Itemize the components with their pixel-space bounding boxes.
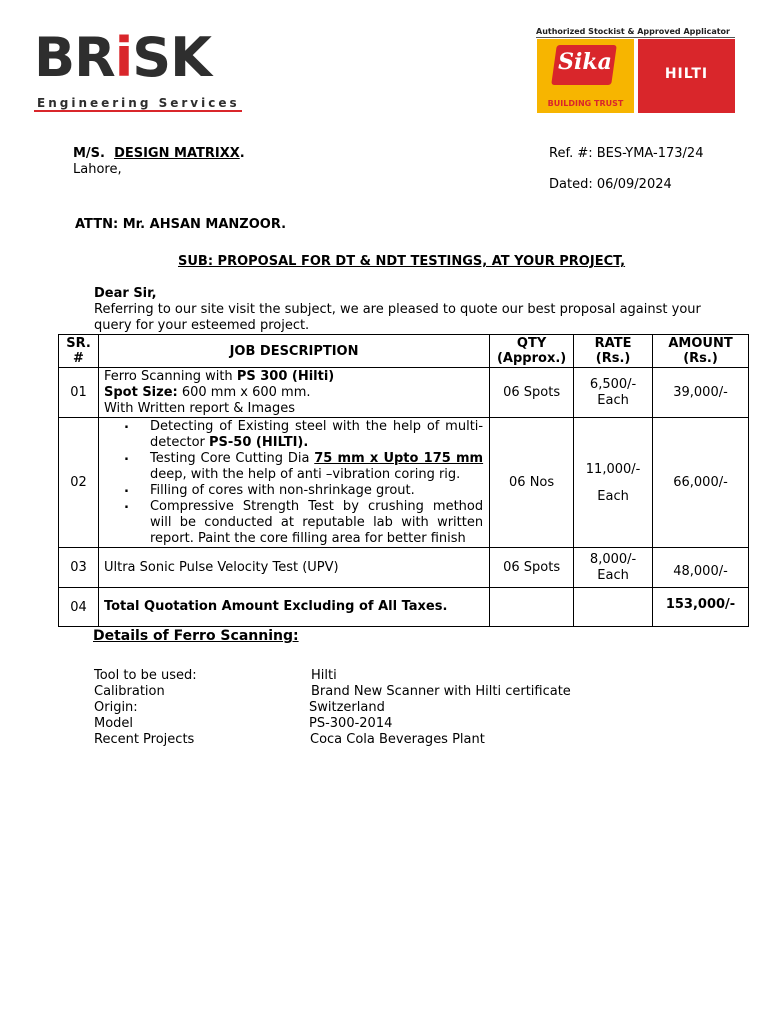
table-row: [59, 368, 749, 418]
row-rate: 6,500/- Each: [574, 368, 653, 418]
hilti-logo-text: HILTI: [664, 66, 709, 82]
header-job-description: JOB DESCRIPTION: [98, 335, 489, 368]
total-amount: 153,000/-: [653, 588, 749, 627]
brisk-logo-text-sk: SK: [132, 26, 212, 89]
desc-text: With Written report & Images: [103, 400, 296, 416]
header-rate: RATE (Rs.): [574, 335, 653, 368]
table-header-row: [59, 335, 749, 368]
row-description: [98, 368, 489, 418]
row-qty-empty: [490, 588, 574, 627]
brisk-logo-subtitle: Engineering Services: [37, 96, 240, 110]
desc-bold: Spot Size:: [103, 384, 178, 400]
subject-line: SUB: PROPOSAL FOR DT & NDT TESTINGS, AT YOUR PROJECT,: [178, 254, 626, 269]
detail-label: Tool to be used:: [94, 668, 197, 683]
addressee: [73, 146, 245, 162]
header-qty: QTY (Approx.): [490, 335, 574, 368]
desc-bold: PS 300 (Hilti): [236, 368, 335, 384]
brisk-logo: [34, 28, 211, 88]
header-sr: SR. #: [59, 335, 99, 368]
stockist-divider: [536, 37, 735, 38]
desc-text: Testing Core Cutting Dia: [149, 450, 315, 466]
row-qty: 06 Nos: [490, 418, 574, 548]
bullet-item: [150, 451, 483, 483]
reference-number: Ref. #: BES-YMA-173/24: [549, 146, 704, 161]
row-rate: 8,000/- Each: [574, 548, 653, 588]
desc-bold: 75 mm x Upto 175 mm: [314, 450, 484, 466]
bullet-item: [150, 419, 483, 451]
row-description: Ultra Sonic Pulse Velocity Test (UPV): [98, 548, 489, 588]
intro-paragraph: Referring to our site visit the subject, we are pleased to quote our best proposal against your query for your esteemed project.: [94, 302, 701, 333]
desc-text: 600 mm x 600 mm.: [177, 384, 311, 400]
detail-label: Recent Projects: [94, 732, 195, 747]
bullet-item: . Filling of cores with non-shrinkage grout.: [150, 483, 483, 499]
brisk-logo-underline: [34, 110, 242, 112]
detail-value: Coca Cola Beverages Plant: [310, 732, 485, 747]
detail-value: Brand New Scanner with Hilti certificate: [311, 684, 571, 699]
letter-date: Dated: 06/09/2024: [549, 177, 672, 192]
row-sr: 04: [59, 588, 99, 627]
row-qty: 06 Spots: [490, 548, 574, 588]
row-qty: 06 Spots: [490, 368, 574, 418]
row-amount: 48,000/-: [653, 548, 749, 588]
row-description: [98, 418, 489, 548]
detail-value: Switzerland: [309, 700, 385, 715]
table-row: [59, 548, 749, 588]
table-row: [59, 418, 749, 548]
detail-value: PS-300-2014: [309, 716, 393, 731]
sika-tagline: BUILDING TRUST: [547, 99, 624, 108]
row-rate: [574, 418, 653, 548]
detail-value: Hilti: [311, 668, 337, 683]
total-description: Total Quotation Amount Excluding of All Taxes.: [98, 588, 489, 627]
stockist-caption: Authorized Stockist & Approved Applicator: [536, 27, 730, 36]
addressee-name: DESIGN MATRIXX: [114, 146, 240, 161]
description-bullets: [104, 419, 483, 547]
detail-label: Origin:: [94, 700, 138, 715]
bullet-item: . Compressive Strength Test by crushing method will be conducted at reputable lab with written report. Paint the core filling area for better finish: [150, 499, 483, 547]
quotation-table: [58, 334, 749, 627]
table-row-total: [59, 588, 749, 627]
desc-text: deep, with the help of anti –vibration coring rig.: [149, 466, 461, 482]
addressee-prefix: M/S.: [73, 146, 105, 161]
rate-value: 11,000/-: [585, 461, 641, 477]
sika-logo-text: Sika: [558, 49, 612, 75]
salutation: Dear Sir,: [94, 286, 157, 301]
row-rate-empty: [574, 588, 653, 627]
desc-text: Detecting of Existing steel with the help of multi-detector: [149, 418, 484, 450]
addressee-dot: .: [239, 146, 245, 161]
row-amount: 66,000/-: [653, 418, 749, 548]
rate-unit: Each: [597, 488, 629, 504]
header-amount: AMOUNT (Rs.): [653, 335, 749, 368]
addressee-city: Lahore,: [73, 162, 122, 177]
desc-text: Ferro Scanning with: [103, 368, 237, 384]
detail-label: Calibration: [94, 684, 165, 699]
attention-line: ATTN: Mr. AHSAN MANZOOR.: [75, 217, 287, 232]
ferro-details-heading: Details of Ferro Scanning:: [93, 628, 299, 644]
desc-bold: PS-50 (HILTI).: [209, 434, 309, 450]
row-sr: 01: [59, 368, 99, 418]
row-sr: 03: [59, 548, 99, 588]
detail-label: Model: [94, 716, 134, 731]
row-sr: 02: [59, 418, 99, 548]
row-amount: 39,000/-: [653, 368, 749, 418]
brisk-logo-text-br: BR: [34, 26, 115, 89]
brisk-logo-text-i: i: [114, 26, 133, 89]
